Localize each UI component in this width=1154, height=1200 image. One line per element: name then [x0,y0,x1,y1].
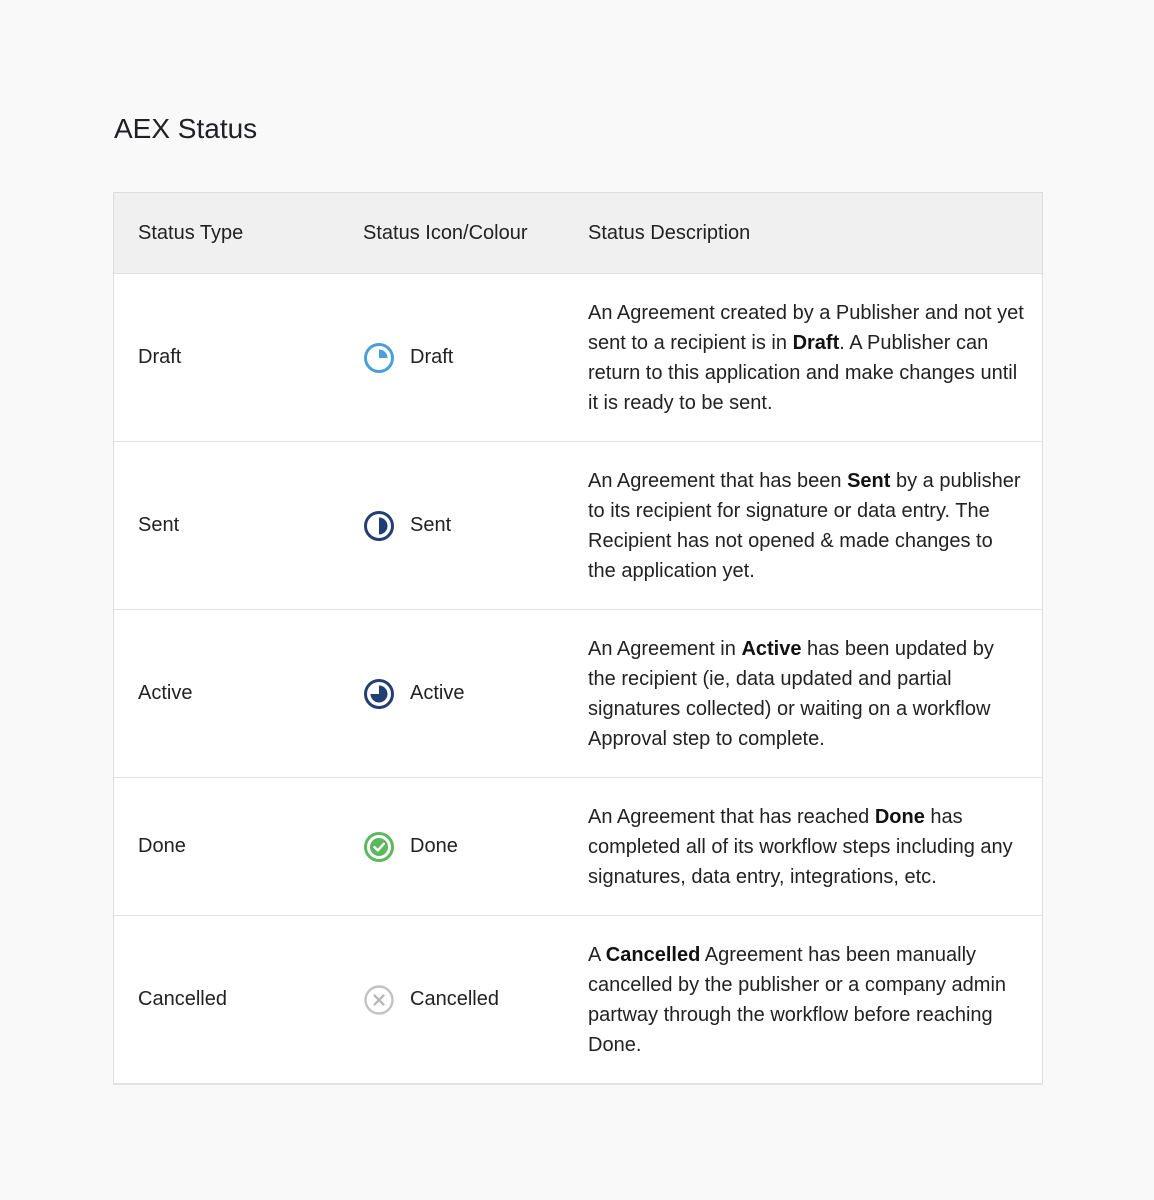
description-text: by a publisher to its recipient for signature or data entry. The Recipient has not opened & made changes to the application yet. [588,469,1021,582]
table-row-sent [114,442,1042,610]
sent-half-pie-icon [363,510,395,542]
description-bold-term: Done [874,805,925,828]
status-icon-cell [363,984,588,1016]
status-type-cell: Draft [138,346,182,368]
header-status-type: Status Type [138,221,244,244]
description-text: has completed all of its workflow steps including any signatures, data entry, integrations, etc. [588,805,1013,888]
page-title: AEX Status [114,113,258,144]
status-type-cell: Sent [138,514,180,536]
status-icon-cell [363,831,588,863]
description-text: An Agreement that has been [588,469,848,492]
status-icon-label: Draft [410,346,454,368]
description-text: An Agreement that has reached [588,805,875,828]
cancelled-x-circle-icon [363,984,395,1016]
table-row-done [114,778,1042,916]
table-row-draft [114,274,1042,442]
status-description-cell [588,802,1042,892]
description-text: An Agreement created by a Publisher and not yet sent to a recipient is in [588,301,1024,354]
status-description-cell [588,466,1042,586]
status-icon-cell [363,678,588,710]
description-text: Agreement has been manually cancelled by the publisher or a company admin partway through the workflow before reaching Done. [588,943,1007,1056]
status-icon-label: Active [410,682,465,704]
done-check-circle-icon [363,831,395,863]
status-type-cell: Cancelled [138,988,227,1010]
status-icon-label: Sent [410,514,452,536]
status-type-cell: Active [138,682,193,704]
status-description-cell [588,940,1042,1060]
table-header-row [114,193,1042,274]
description-bold-term: Cancelled [605,943,701,966]
header-status-icon-colour: Status Icon/Colour [363,221,528,244]
table-row-active [114,610,1042,778]
active-three-quarter-pie-icon [363,678,395,710]
description-text: A [588,943,606,966]
status-icon-cell [363,342,588,374]
status-icon-label: Done [410,835,458,857]
status-table [113,192,1043,1085]
draft-quarter-pie-icon [363,342,395,374]
description-bold-term: Sent [847,469,891,492]
description-text: An Agreement in [588,637,742,660]
status-description-cell [588,634,1042,754]
description-bold-term: Draft [792,331,840,354]
description-text: . A Publisher can return to this application and make changes until it is ready to be sent. [588,331,1018,414]
status-icon-cell [363,510,588,542]
table-row-cancelled [114,916,1042,1083]
description-text: has been updated by the recipient (ie, data updated and partial signatures collected) or waiting on a workflow Approval step to complete. [588,637,994,750]
status-icon-label: Cancelled [410,988,499,1010]
header-status-description: Status Description [588,222,751,244]
description-bold-term: Active [741,637,802,660]
status-description-cell [588,298,1042,418]
status-type-cell: Done [138,835,186,857]
